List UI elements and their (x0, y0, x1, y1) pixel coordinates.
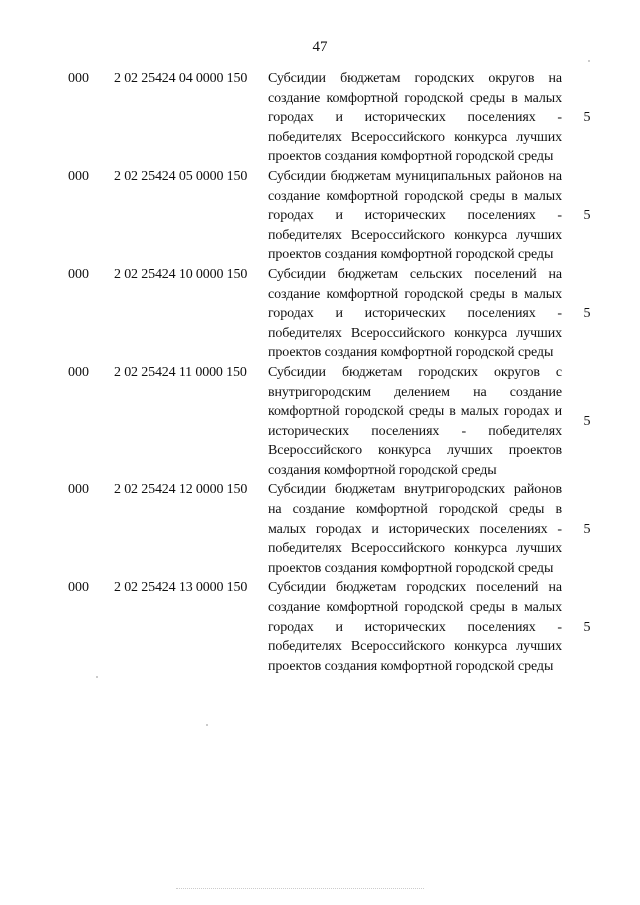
budget-classification-code: 2 02 25424 04 0000 150 (114, 71, 248, 86)
table-row (68, 363, 608, 481)
amount-value: 5 (583, 413, 591, 429)
admin-code: 000 (68, 364, 89, 380)
admin-code: 000 (68, 168, 89, 184)
amount-value: 5 (583, 619, 591, 635)
budget-classification-code: 2 02 25424 05 0000 150 (114, 168, 248, 184)
revenue-name: Субсидии бюджетам городских поселений на создание комфортной городской среды в малых городах и исторических поселениях - победителях Всероссийского конкурса лучших проектов создания комфортной городской среды (268, 580, 562, 674)
scan-speck (588, 60, 590, 62)
amount-value: 5 (583, 208, 591, 224)
scan-speck (96, 676, 98, 678)
budget-classification-code: 2 02 25424 10 0000 150 (114, 266, 248, 282)
page-number: 47 (312, 39, 328, 55)
scan-edge-line (176, 888, 424, 889)
table-row (68, 480, 608, 578)
revenue-name: Субсидии бюджетам внутригородских районов на создание комфортной городской среды в малых городах и исторических поселениях - победителях Всероссийского конкурса лучших проектов создания комфортной городской среды (268, 482, 562, 576)
revenue-name: Субсидии бюджетам городских округов на создание комфортной городской среды в малых городах и исторических поселениях - победителях Всероссийского конкурса лучших проектов создания комфортной городской среды (268, 71, 562, 165)
admin-code: 000 (68, 71, 89, 86)
scan-speck (206, 724, 208, 726)
budget-classification-code: 2 02 25424 12 0000 150 (114, 482, 248, 498)
amount-value: 5 (583, 110, 591, 126)
table-row (68, 167, 608, 265)
table-row (68, 69, 608, 167)
table-row (68, 265, 608, 363)
admin-code: 000 (68, 580, 89, 596)
budget-classification-code: 2 02 25424 11 0000 150 (114, 364, 247, 380)
amount-value: 5 (583, 521, 591, 537)
table-row (68, 578, 608, 676)
amount-value: 5 (583, 306, 591, 322)
revenue-name: Субсидии бюджетам сельских поселений на создание комфортной городской среды в малых городах и исторических поселениях - победителях Всероссийского конкурса лучших проектов создания комфортной городской среды (268, 266, 562, 361)
revenue-name: Субсидии бюджетам городских округов с внутригородским делением на создание комфортной городской среды в малых городах и исторических поселениях - победителях Всероссийского конкурса лучших проектов создания комфортной городской среды (268, 364, 562, 478)
admin-code: 000 (68, 266, 89, 282)
revenue-table (68, 69, 608, 676)
admin-code: 000 (68, 482, 89, 498)
revenue-name: Субсидии бюджетам муниципальных районов на создание комфортной городской среды в малых городах и исторических поселениях - победителях Всероссийского конкурса лучших проектов создания комфортной городской среды (268, 168, 562, 263)
budget-classification-code: 2 02 25424 13 0000 150 (114, 580, 248, 596)
